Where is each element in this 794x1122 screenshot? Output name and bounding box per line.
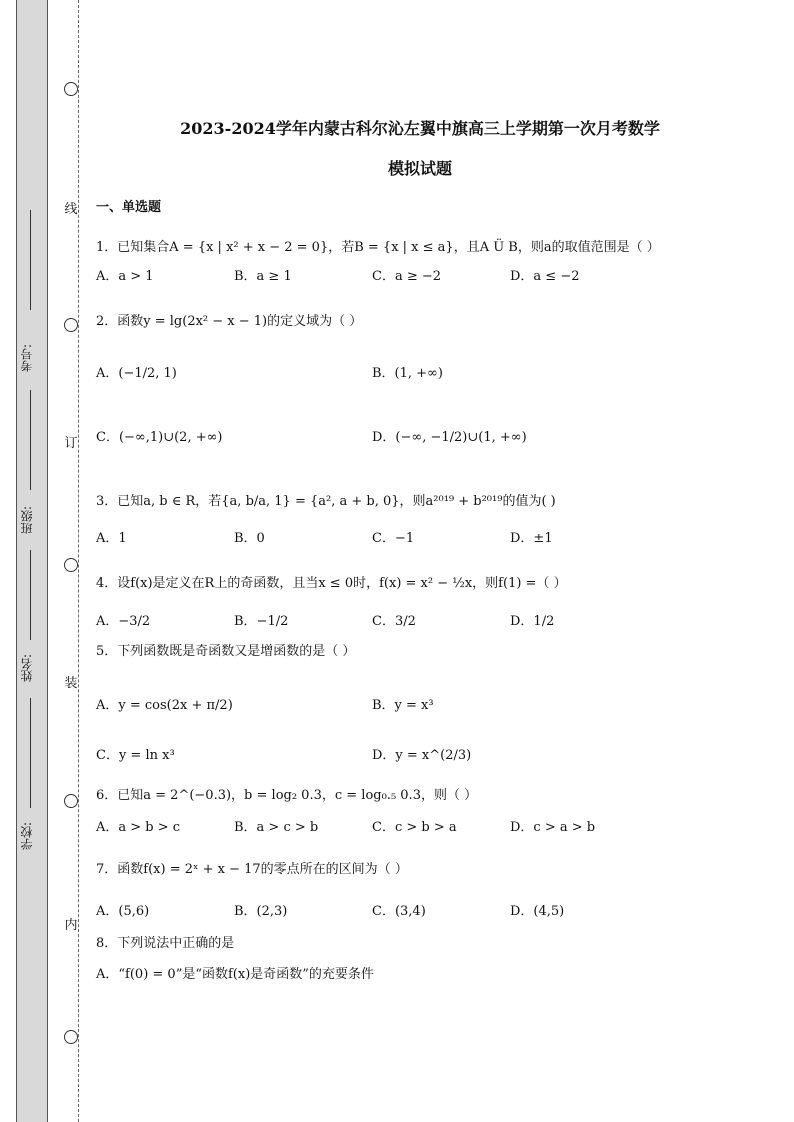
seal-char-inner: 内 xyxy=(64,914,78,933)
seal-char-line: 线 xyxy=(64,198,78,217)
question-2-option-d: D．(−∞, −1/2)∪(1, +∞) xyxy=(372,430,527,445)
seal-char-bind: 装 xyxy=(64,672,78,691)
question-1-option-a: A．a > 1 xyxy=(96,269,154,284)
question-6-option-a: A．a > b > c xyxy=(96,820,181,835)
question-7-option-c: C．(3,4) xyxy=(372,904,426,919)
question-5-option-d: D．y = x^(2/3) xyxy=(372,748,472,763)
question-1-stem: 1．已知集合A = {x | x² + x − 2 = 0}，若B = {x | x ≤ a}，且A Ü B，则a的取值范围是（ ） xyxy=(96,240,660,255)
seal-dashed-line xyxy=(78,0,79,1122)
page-subtitle: 模拟试题 xyxy=(387,159,452,178)
question-6-option-b: B．a > c > b xyxy=(234,820,319,835)
question-5-option-b: B．y = x³ xyxy=(372,698,434,713)
gutter-divider xyxy=(30,210,31,310)
question-1-option-d: D．a ≤ −2 xyxy=(510,269,580,284)
name-label: 姓名: xyxy=(20,653,34,683)
question-2-option-a: A．(−1/2, 1) xyxy=(96,366,177,381)
question-7-option-a: A．(5,6) xyxy=(96,904,150,919)
question-4-option-a: A．−3/2 xyxy=(96,614,151,629)
question-6-option-d: D．c > a > b xyxy=(510,820,596,835)
question-1-option-c: C．a ≥ −2 xyxy=(372,269,442,284)
question-2-option-c: C．(−∞,1)∪(2, +∞) xyxy=(96,430,223,445)
question-5-stem: 5．下列函数既是奇函数又是增函数的是（ ） xyxy=(96,644,356,659)
gutter-divider xyxy=(30,550,31,640)
class-label: 班级: xyxy=(20,505,34,535)
question-3-option-c: C．−1 xyxy=(372,531,415,546)
school-label: 学校: xyxy=(20,821,34,851)
question-3-option-a: A．1 xyxy=(96,531,127,546)
question-4-option-c: C．3/2 xyxy=(372,614,416,629)
question-7-option-b: B．(2,3) xyxy=(234,904,288,919)
question-2-stem: 2．函数y = lg(2x² − x − 1)的定义域为（ ） xyxy=(96,314,363,329)
question-3-option-d: D．±1 xyxy=(510,531,553,546)
question-8-option-a: A．“f(0) = 0”是“函数f(x)是奇函数”的充要条件 xyxy=(96,967,374,982)
question-3-stem: 3．已知a, b ∈ R，若{a, b/a, 1} = {a², a + b, 0}，则a²⁰¹⁹ + b²⁰¹⁹的值为( ) xyxy=(96,494,556,509)
question-4-stem: 4．设f(x)是定义在R上的奇函数，且当x ≤ 0时，f(x) = x² − ½x，则f(1) =（ ） xyxy=(96,576,567,591)
seal-circle xyxy=(64,82,78,96)
question-5-option-a: A．y = cos(2x + π/2) xyxy=(96,698,233,713)
seal-circle xyxy=(64,318,78,332)
gutter-divider xyxy=(30,390,31,490)
question-7-option-d: D．(4,5) xyxy=(510,904,565,919)
seal-circle xyxy=(64,794,78,808)
question-8-stem: 8．下列说法中正确的是 xyxy=(96,936,235,951)
section-heading: 一、单选题 xyxy=(96,200,162,215)
exam-number-label: 考号: xyxy=(20,343,34,373)
question-3-option-b: B．0 xyxy=(234,531,265,546)
gutter-divider xyxy=(30,698,31,808)
question-6-stem: 6．已知a = 2^(−0.3)，b = log₂ 0.3，c = log₀.₅ 0.3，则（ ） xyxy=(96,788,478,803)
seal-circle xyxy=(64,1030,78,1044)
question-4-option-d: D．1/2 xyxy=(510,614,555,629)
question-1-option-b: B．a ≥ 1 xyxy=(234,269,292,284)
page-title: 2023-2024学年内蒙古科尔沁左翼中旗高三上学期第一次月考数学 xyxy=(180,119,660,138)
question-4-option-b: B．−1/2 xyxy=(234,614,289,629)
seal-circle xyxy=(64,558,78,572)
binding-gutter xyxy=(16,0,48,1122)
question-6-option-c: C．c > b > a xyxy=(372,820,457,835)
question-5-option-c: C．y = ln x³ xyxy=(96,748,175,763)
question-2-option-b: B．(1, +∞) xyxy=(372,366,443,381)
question-7-stem: 7．函数f(x) = 2ˣ + x − 17的零点所在的区间为（ ） xyxy=(96,862,408,877)
seal-char-order: 订 xyxy=(64,432,78,451)
